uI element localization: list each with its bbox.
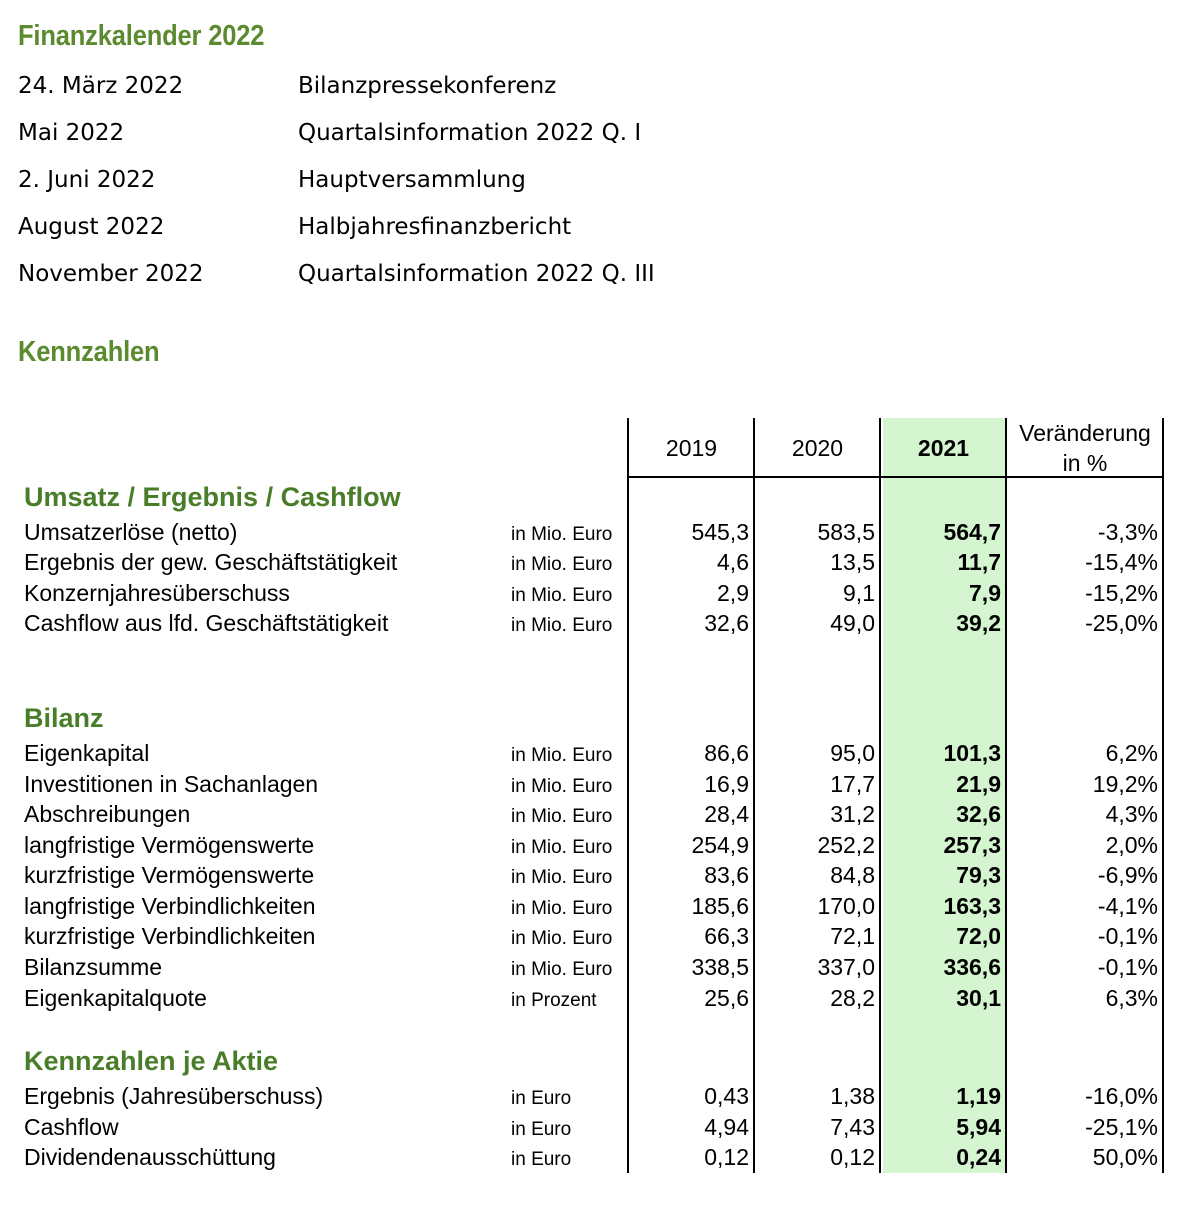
table-row (0, 799, 1200, 830)
value-2020: 1,38 (830, 1083, 875, 1109)
value-2019: 86,6 (704, 740, 749, 766)
value-2019: 25,6 (704, 985, 749, 1011)
row-label: langfristige Verbindlichkeiten (24, 893, 316, 919)
value-2021: 163,3 (943, 893, 1001, 919)
table-row (0, 1142, 1200, 1173)
value-2019: 185,6 (691, 893, 749, 919)
calendar-date: 2. Juni 2022 (18, 167, 156, 193)
value-2021: 39,2 (956, 610, 1001, 636)
section-heading: Bilanz (24, 703, 104, 733)
value-2019: 32,6 (704, 610, 749, 636)
value-2020: 13,5 (830, 549, 875, 575)
value-2019: 66,3 (704, 923, 749, 949)
row-label: Umsatzerlöse (netto) (24, 519, 238, 545)
value-2019: 83,6 (704, 862, 749, 888)
value-2021: 1,19 (956, 1083, 1001, 1109)
row-unit: in Euro (511, 1119, 572, 1140)
calendar-event: Quartalsinformation 2022 Q. I (298, 120, 642, 146)
value-2021: 32,6 (956, 801, 1001, 827)
table-row (0, 517, 1200, 548)
table-row (0, 578, 1200, 609)
row-label: langfristige Vermögenswerte (24, 832, 315, 858)
value-2020: 95,0 (830, 740, 875, 766)
row-unit: in Mio. Euro (511, 776, 613, 797)
value-2019: 338,5 (691, 954, 749, 980)
value-2020: 72,1 (830, 923, 875, 949)
value-2019: 2,9 (717, 580, 749, 606)
row-label: Bilanzsumme (24, 954, 163, 980)
row-unit: in Mio. Euro (511, 585, 613, 606)
row-unit: in Mio. Euro (511, 837, 613, 858)
table-row (0, 608, 1200, 639)
row-unit: in Mio. Euro (511, 867, 613, 888)
row-unit: in Mio. Euro (511, 524, 613, 545)
row-unit: in Mio. Euro (511, 745, 613, 766)
row-label: Investitionen in Sachanlagen (24, 771, 319, 797)
calendar-date: 24. März 2022 (18, 73, 184, 99)
value-2021: 101,3 (943, 740, 1001, 766)
value-2020: 0,12 (830, 1144, 875, 1170)
calendar-date: November 2022 (18, 261, 204, 287)
row-label: Ergebnis (Jahresüberschuss) (24, 1083, 324, 1109)
value-change: -4,1% (1097, 893, 1158, 919)
calendar-date: Mai 2022 (18, 120, 125, 146)
calendar-event: Hauptversammlung (298, 167, 526, 193)
value-2020: 84,8 (830, 862, 875, 888)
value-2019: 254,9 (691, 832, 749, 858)
row-label: Eigenkapitalquote (24, 985, 207, 1011)
row-label: Dividendenausschüttung (24, 1144, 276, 1170)
table-row (0, 983, 1200, 1014)
value-2019: 4,94 (704, 1114, 749, 1140)
row-unit: in Mio. Euro (511, 928, 613, 949)
calendar-event: Quartalsinformation 2022 Q. III (298, 261, 655, 287)
value-change: -25,1% (1085, 1114, 1158, 1140)
value-2020: 9,1 (843, 580, 875, 606)
row-unit: in Mio. Euro (511, 615, 613, 636)
value-change: -25,0% (1085, 610, 1158, 636)
column-header-2019: 2019 (665, 435, 718, 461)
value-change: 4,3% (1105, 801, 1158, 827)
value-2021: 336,6 (943, 954, 1001, 980)
value-2019: 16,9 (704, 771, 749, 797)
value-2021: 11,7 (957, 549, 1001, 575)
value-2020: 49,0 (830, 610, 875, 636)
value-2019: 4,6 (717, 549, 749, 575)
value-2021: 72,0 (956, 923, 1001, 949)
kennzahlen-title: Kennzahlen (18, 336, 160, 368)
value-2021: 0,24 (956, 1144, 1001, 1170)
value-change: 6,2% (1105, 740, 1158, 766)
column-header-2020: 2020 (791, 435, 844, 461)
column-header-change-unit: in % (1062, 450, 1108, 476)
value-2020: 337,0 (817, 954, 875, 980)
column-header-2021: 2021 (917, 435, 970, 461)
row-label: Cashflow (24, 1114, 119, 1140)
value-2020: 170,0 (817, 893, 875, 919)
row-label: Eigenkapital (24, 740, 150, 766)
value-change: -15,4% (1085, 549, 1158, 575)
row-label: Cashflow aus lfd. Geschäftstätigkeit (24, 610, 389, 636)
value-2020: 31,2 (830, 801, 875, 827)
table-row (0, 921, 1200, 952)
value-change: 50,0% (1092, 1144, 1158, 1170)
value-change: 2,0% (1105, 832, 1158, 858)
value-2021: 5,94 (956, 1114, 1001, 1140)
value-change: -3,3% (1097, 519, 1158, 545)
row-unit: in Mio. Euro (511, 806, 613, 827)
row-label: kurzfristige Verbindlichkeiten (24, 923, 316, 949)
calendar-event: Bilanzpressekonferenz (298, 73, 557, 99)
table-row (0, 830, 1200, 861)
value-2020: 252,2 (817, 832, 875, 858)
row-label: Konzernjahresüberschuss (24, 580, 290, 606)
value-2021: 79,3 (956, 862, 1001, 888)
column-header-change: Veränderung (1019, 420, 1151, 446)
row-label: Ergebnis der gew. Geschäftstätigkeit (24, 549, 398, 575)
calendar-date: August 2022 (18, 214, 165, 240)
table-row (0, 547, 1200, 578)
row-unit: in Mio. Euro (511, 554, 613, 575)
value-2019: 545,3 (691, 519, 749, 545)
value-2019: 0,12 (704, 1144, 749, 1170)
row-unit: in Mio. Euro (511, 959, 613, 980)
table-row (0, 738, 1200, 769)
value-2021: 30,1 (956, 985, 1001, 1011)
table-row (0, 1112, 1200, 1143)
value-2021: 7,9 (969, 580, 1001, 606)
section-heading: Umsatz / Ergebnis / Cashflow (24, 482, 401, 512)
value-2020: 28,2 (830, 985, 875, 1011)
value-2020: 7,43 (830, 1114, 875, 1140)
value-change: -15,2% (1085, 580, 1158, 606)
table-row (0, 952, 1200, 983)
row-unit: in Prozent (511, 990, 597, 1011)
value-2019: 0,43 (704, 1083, 749, 1109)
value-2020: 583,5 (817, 519, 875, 545)
section-heading: Kennzahlen je Aktie (24, 1046, 279, 1076)
row-unit: in Mio. Euro (511, 898, 613, 919)
value-2021: 21,9 (956, 771, 1001, 797)
value-change: -0,1% (1097, 954, 1158, 980)
value-change: -0,1% (1097, 923, 1158, 949)
table-row (0, 1081, 1200, 1112)
table-row (0, 891, 1200, 922)
value-change: -6,9% (1097, 862, 1158, 888)
value-2021: 257,3 (943, 832, 1001, 858)
calendar-title: Finanzkalender 2022 (18, 20, 265, 52)
value-change: 6,3% (1105, 985, 1158, 1011)
row-unit: in Euro (511, 1088, 572, 1109)
row-label: Abschreibungen (24, 801, 191, 827)
value-2021: 564,7 (943, 519, 1001, 545)
table-row (0, 860, 1200, 891)
calendar-event: Halbjahresfinanzbericht (298, 214, 572, 240)
row-label: kurzfristige Vermögenswerte (24, 862, 315, 888)
row-unit: in Euro (511, 1149, 572, 1170)
value-2020: 17,7 (830, 771, 875, 797)
value-2019: 28,4 (704, 801, 749, 827)
value-change: -16,0% (1085, 1083, 1158, 1109)
value-change: 19,2% (1092, 771, 1158, 797)
table-row (0, 769, 1200, 800)
